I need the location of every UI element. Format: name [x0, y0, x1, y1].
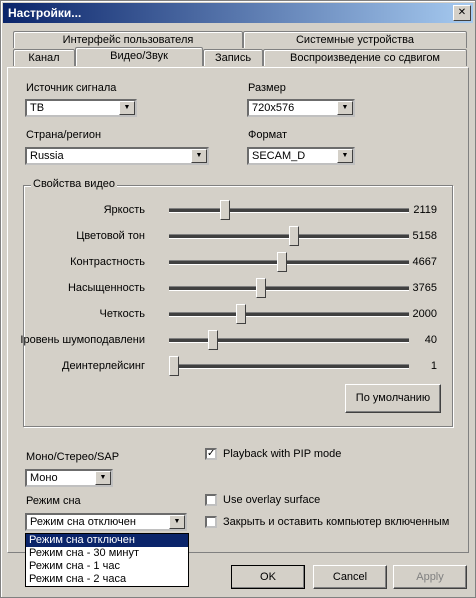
slider-value: 40 — [424, 334, 437, 346]
slider-thumb[interactable] — [277, 252, 287, 272]
tab-video-audio[interactable] — [75, 47, 203, 66]
slider-value: 4667 — [412, 256, 437, 268]
title-bar — [3, 3, 473, 23]
sleep-mode-value: Режим сна отключен — [30, 516, 136, 528]
tab-label: Запись — [214, 52, 252, 64]
format-select[interactable] — [247, 147, 355, 165]
signal-select[interactable] — [25, 99, 137, 117]
check-icon: ✓ — [207, 448, 216, 459]
slider-label: Деинтерлейсинг — [62, 360, 145, 372]
slider-track[interactable] — [169, 338, 409, 343]
slider-thumb[interactable] — [220, 200, 230, 220]
pip-checkbox[interactable] — [205, 448, 217, 460]
slider-thumb[interactable] — [236, 304, 246, 324]
slider-value: 5158 — [412, 230, 437, 242]
audio-mode-value: Моно — [30, 472, 58, 484]
tab-label: Видео/Звук — [110, 50, 168, 62]
default-button[interactable] — [345, 384, 441, 413]
audio-mode-label: Моно/Стерео/SAP — [26, 451, 120, 463]
format-value: SECAM_D — [252, 150, 306, 162]
tab-system-devices[interactable] — [243, 31, 467, 48]
keep-pc-on-label: Закрыть и оставить компьютер включенным — [223, 516, 450, 528]
sleep-option[interactable]: Режим сна - 1 час — [29, 560, 120, 572]
overlay-label: Use overlay surface — [223, 494, 321, 506]
sleep-option[interactable]: Режим сна - 30 минут — [29, 547, 140, 559]
chevron-down-icon[interactable]: ▼ — [95, 471, 111, 485]
audio-mode-select[interactable] — [25, 469, 113, 487]
size-select[interactable] — [247, 99, 355, 117]
default-button-label: По умолчанию — [355, 392, 431, 404]
keep-pc-on-checkbox[interactable] — [205, 516, 217, 528]
country-value: Russia — [30, 150, 64, 162]
chevron-down-icon[interactable]: ▼ — [337, 101, 353, 115]
slider-track[interactable] — [169, 364, 409, 369]
chevron-down-icon[interactable]: ▼ — [191, 149, 207, 163]
overlay-checkbox[interactable] — [205, 494, 217, 506]
format-label: Формат — [248, 129, 288, 141]
tab-channel[interactable] — [13, 49, 75, 66]
size-value: 720x576 — [252, 102, 295, 114]
slider-value: 2000 — [412, 308, 437, 320]
slider-value: 1 — [430, 360, 437, 372]
slider-thumb[interactable] — [169, 356, 179, 376]
slider-track[interactable] — [169, 260, 409, 265]
tab-label: Интерфейс пользователя — [62, 34, 194, 46]
chevron-down-icon[interactable]: ▼ — [169, 515, 185, 529]
signal-value: ТВ — [30, 102, 45, 114]
country-select[interactable] — [25, 147, 209, 165]
chevron-down-icon[interactable]: ▼ — [337, 149, 353, 163]
slider-value: 3765 — [412, 282, 437, 294]
tab-label: Системные устройства — [295, 34, 414, 46]
apply-label: Apply — [416, 571, 444, 583]
tab-timeshift[interactable] — [263, 49, 467, 66]
sleep-option[interactable]: Режим сна - 2 часа — [29, 573, 127, 585]
slider-track[interactable] — [169, 208, 409, 213]
country-label: Страна/регион — [26, 129, 102, 141]
slider-value: 2119 — [413, 204, 437, 216]
signal-label: Источник сигнала — [26, 82, 117, 94]
sleep-option[interactable]: Режим сна отключен — [26, 534, 188, 547]
slider-label: Насыщенность — [67, 282, 145, 294]
tab-label: Канал — [28, 52, 60, 64]
chevron-down-icon[interactable]: ▼ — [119, 101, 135, 115]
tab-recording[interactable] — [203, 49, 263, 66]
tab-user-interface[interactable] — [13, 31, 243, 48]
slider-label: Контрастность — [70, 256, 145, 268]
slider-track[interactable] — [169, 286, 409, 291]
slider-track[interactable] — [169, 312, 409, 317]
video-properties-title: Свойства видео — [33, 178, 116, 190]
ok-button[interactable] — [231, 565, 305, 589]
pip-label: Playback with PIP mode — [223, 448, 342, 460]
slider-thumb[interactable] — [256, 278, 266, 298]
tab-label: Воспроизведение со сдвигом — [289, 52, 440, 64]
cancel-button[interactable] — [313, 565, 387, 589]
slider-thumb[interactable] — [208, 330, 218, 350]
slider-label: Яркость — [103, 204, 145, 216]
window-title: Настройки... — [8, 6, 82, 20]
sleep-mode-dropdown — [25, 533, 189, 587]
close-button[interactable] — [453, 5, 471, 21]
apply-button[interactable] — [393, 565, 467, 589]
slider-label: Iровень шумоподавлени — [20, 334, 145, 346]
sleep-mode-label: Режим сна — [26, 495, 81, 507]
size-label: Размер — [248, 82, 286, 94]
slider-label: Четкость — [99, 308, 145, 320]
cancel-label: Cancel — [332, 571, 368, 583]
ok-label: OK — [260, 571, 276, 583]
close-icon: ✕ — [457, 7, 467, 18]
slider-label: Цветовой тон — [76, 230, 145, 242]
slider-thumb[interactable] — [289, 226, 299, 246]
sleep-mode-select[interactable] — [25, 513, 187, 531]
